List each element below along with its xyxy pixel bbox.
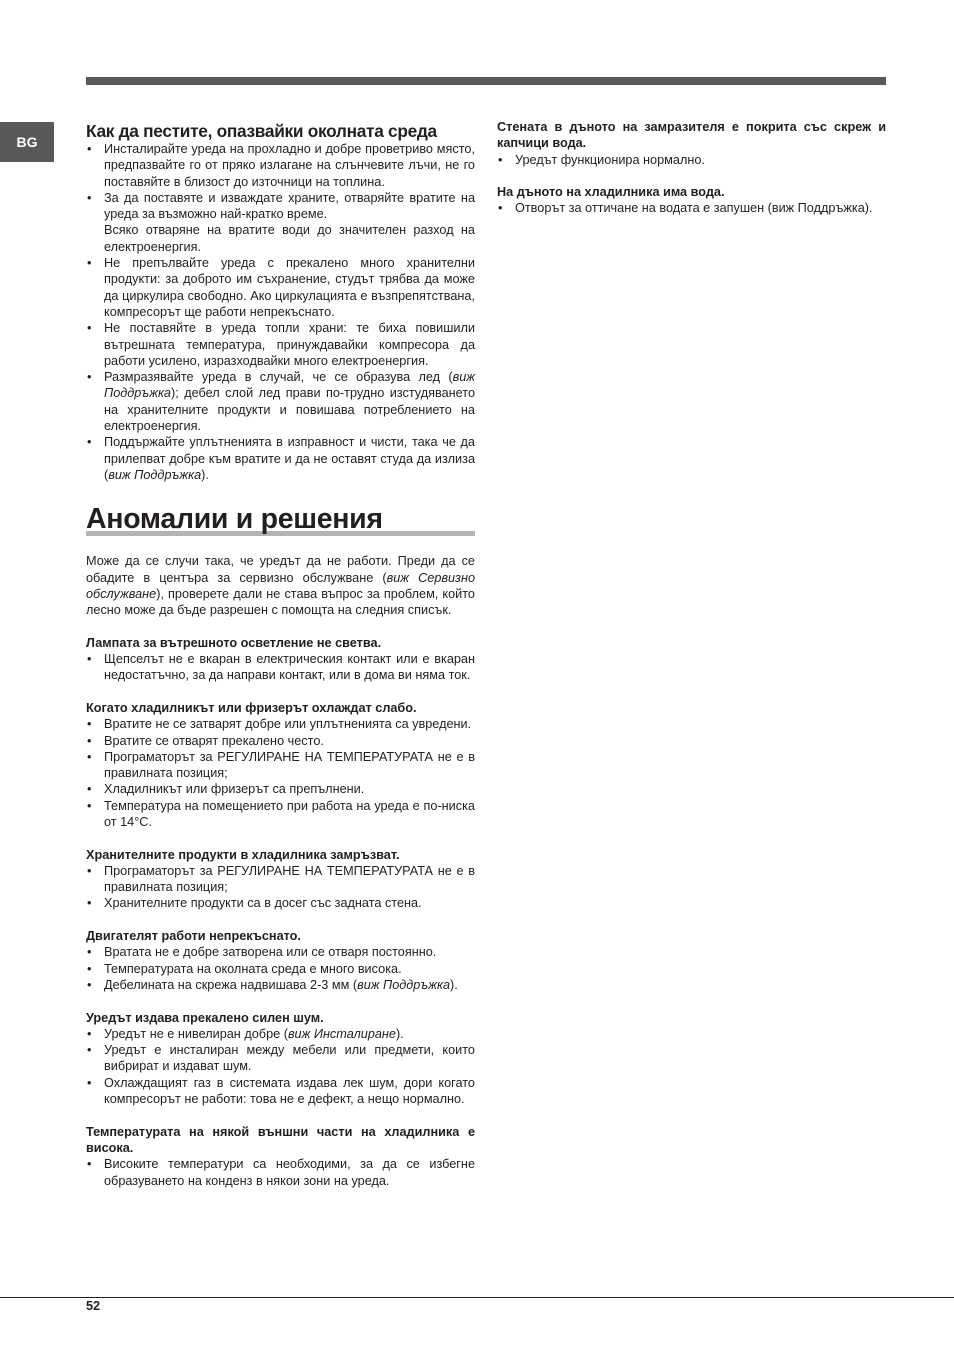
list-item: • Вратата не е добре затворена или се отваря постоянно. [86, 944, 475, 960]
list-item: • За да поставяте и изваждате храните, отваряйте вратите на уреда за възможно най-кратко време. Всяко отваряне на вратите води до значителен разход на електроенергия. [86, 190, 475, 255]
cross-reference: виж Поддръжка [357, 977, 450, 992]
language-tab: BG [0, 122, 54, 162]
list-item: • Поддържайте уплътненията в изправност и чисти, така че да прилепват добре към вратите и да не оставят студа да излиза (виж Поддръжка). [86, 434, 475, 483]
problem-list [497, 200, 886, 216]
list-item: • Щепселът не е вкаран в електрическия контакт или е вкаран недостатъчно, за да направи контакт, или в дома ви няма ток. [86, 651, 475, 684]
list-item: • Програматорът за РЕГУЛИРАНЕ НА ТЕМПЕРАТУРАТА не е в правилната позиция; [86, 749, 475, 782]
list-item: • Програматорът за РЕГУЛИРАНЕ НА ТЕМПЕРАТУРАТА не е в правилната позиция; [86, 863, 475, 896]
right-column [497, 119, 886, 217]
list-item: • Хладилникът или фризерът са препълнени. [86, 781, 475, 797]
problem-list [86, 716, 475, 830]
list-item: • Вратите не се затварят добре или уплътненията са увредени. [86, 716, 475, 732]
page-number: 52 [86, 1299, 101, 1313]
anomalies-heading-block [86, 502, 475, 538]
problem-heading-hot-parts: Температурата на някой външни части на хладилника е висока. [86, 1124, 475, 1155]
energy-saving-heading: Как да пестите, опазвайки околната среда [86, 121, 437, 141]
problem-heading-weak-cooling: Когато хладилникът или фризерът охлаждат слабо. [86, 700, 417, 715]
anomalies-intro: Може да се случи така, че уредът да не работи. Преди да се обадите в центъра за сервизно обслужване (виж Сервизно обслужване), проверете дали не става въпрос за проблем, който лесно може да бъде разрешен с помощта на следния списък. [86, 554, 475, 618]
list-item: • Високите температури са необходими, за да се избегне образуването на конденз в някои зони на уреда. [86, 1156, 475, 1189]
list-item: • Хранителните продукти са в досег със задната стена. [86, 895, 475, 911]
problem-heading-light: Лампата за вътрешното осветление не светва. [86, 635, 382, 650]
list-item: • Уредът не е нивелиран добре (виж Инсталиране). [86, 1026, 475, 1042]
problem-list [86, 1156, 475, 1189]
list-item: • Вратите се отварят прекалено често. [86, 733, 475, 749]
problem-heading-noise: Уредът издава прекалено силен шум. [86, 1010, 324, 1025]
list-item: • Инсталирайте уреда на прохладно и добре проветриво място, предпазвайте го от пряко излагане на слънчевите лъчи, не го поставяйте в близост до източници на топлина. [86, 141, 475, 190]
energy-saving-list [86, 141, 475, 483]
cross-reference: виж Сервизно обслужване [86, 570, 475, 601]
cross-reference: виж Инсталиране [287, 1026, 396, 1041]
header-rule [86, 77, 886, 85]
list-item: • Отворът за оттичане на водата е запушен (виж Поддръжка). [497, 200, 886, 216]
problem-list [86, 863, 475, 912]
problem-list [86, 944, 475, 993]
list-item: • Охлаждащият газ в системата издава лек шум, дори когато компресорът не работи: това не е дефект, а нещо нормално. [86, 1075, 475, 1108]
list-item: • Не препълвайте уреда с прекалено много хранителни продукти: за доброто им съхранение, студът трябва да може да циркулира свободно. Ако циркулацията е възпрепятствана, компресорът ще работи непрекъснато. [86, 255, 475, 320]
problem-heading-water: На дъното на хладилника има вода. [497, 185, 725, 200]
cross-reference: виж Поддръжка [108, 467, 202, 482]
problem-heading-frost: Стената в дъното на замразителя е покрита със скреж и капчици вода. [497, 120, 886, 151]
anomalies-heading: Аномалии и решения [86, 503, 383, 536]
list-item: • Не поставяйте в уреда топли храни: те биха повишили вътрешната температура, принуждавайки компресора да работи усилено, изразходвайки много електроенергия. [86, 320, 475, 369]
list-item: • Дебелината на скрежа надвишава 2-3 мм (виж Поддръжка). [86, 977, 475, 993]
problem-list [86, 1026, 475, 1107]
left-column [86, 121, 475, 1189]
problem-heading-motor: Двигателят работи непрекъснато. [86, 929, 301, 944]
list-item: • Уредът е инсталиран между мебели или предмети, които вибрират и издават шум. [86, 1042, 475, 1075]
cross-reference: виж Поддръжка [104, 370, 475, 401]
list-item: • Температурата на околната среда е много висока. [86, 961, 475, 977]
list-item: • Температура на помещението при работа на уреда е по-ниска от 14°C. [86, 798, 475, 831]
problem-heading-freezing: Хранителните продукти в хладилника замръзват. [86, 847, 400, 862]
list-item: • Размразявайте уреда в случай, че се образува лед (виж Поддръжка); дебел слой лед прави по-трудно изстудяването на хранителните продукти и повишава потреблението на електроенергия. [86, 369, 475, 434]
problem-list [86, 651, 475, 684]
footer-rule [0, 1297, 954, 1298]
problem-list [497, 152, 886, 168]
list-item: • Уредът функционира нормално. [497, 152, 886, 168]
